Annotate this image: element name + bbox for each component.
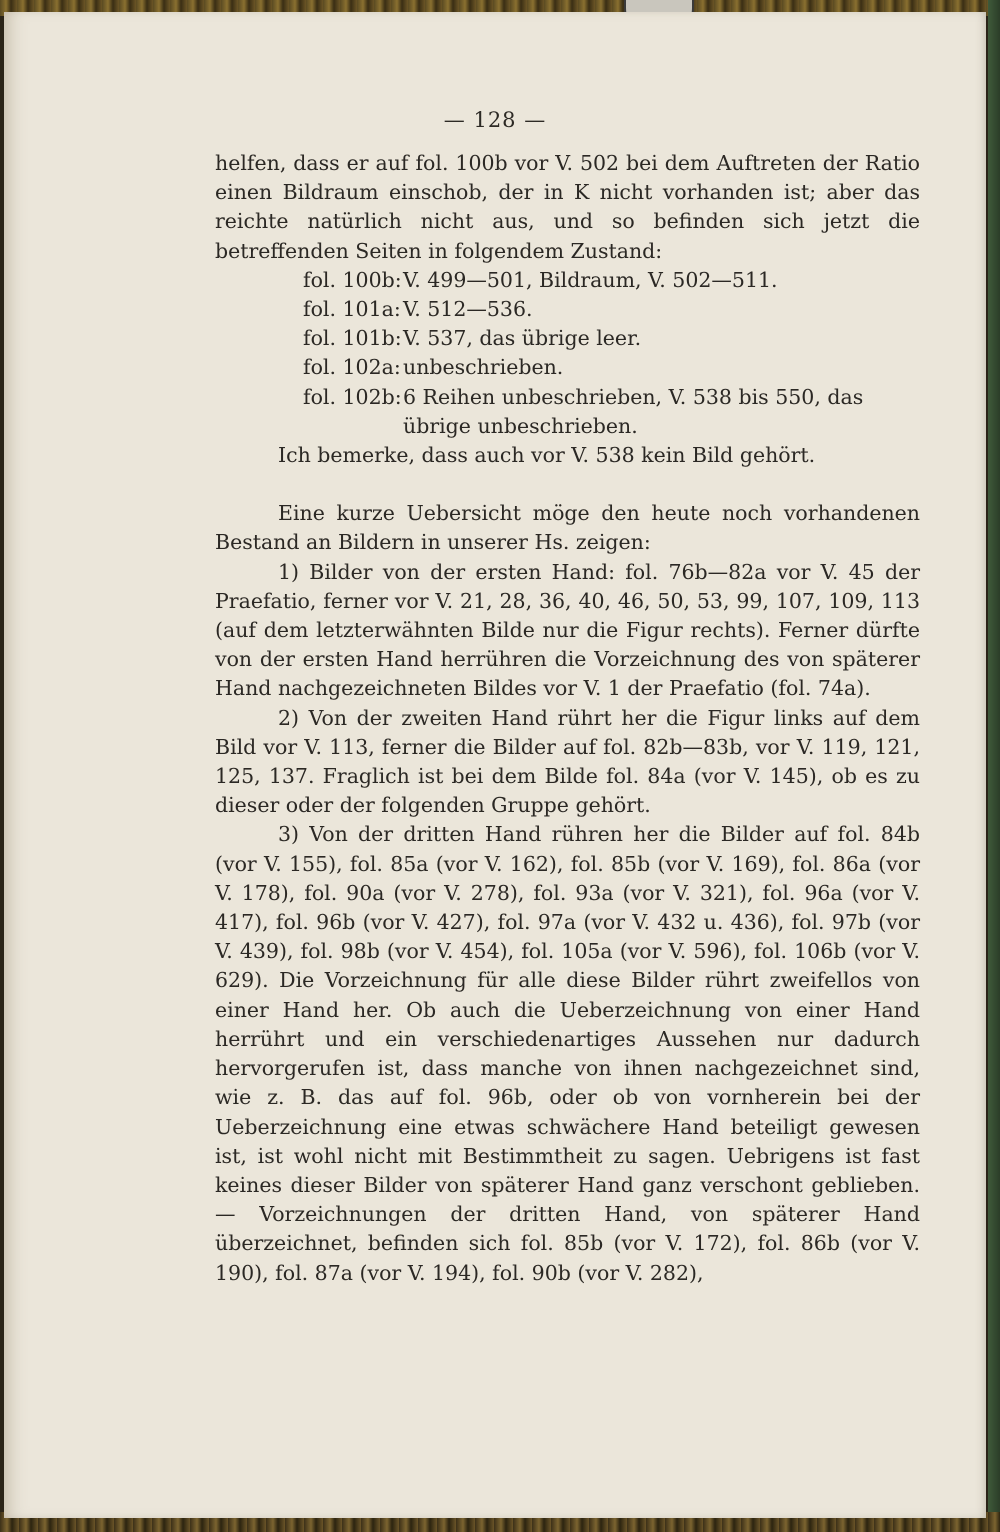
second-hand-paragraph: 2) Von der zweiten Hand rührt her die Figur links auf dem Bild vor V. 113, ferner die Bilder auf fol. 82b—83b, vor V. 119, 121, 125, 137. Fraglich ist bei dem Bilde fol. 84a (vor V. 145), ob es zu dieser oder der folgenden Gruppe gehört.: [215, 705, 920, 818]
folio-label: fol. 101b:: [303, 326, 402, 351]
folio-label: fol. 101a:: [303, 297, 401, 322]
intro-paragraph: helfen, dass er auf fol. 100b vor V. 502 bei dem Auftreten der Ratio einen Bildraum einschob, der in K nicht vorhanden ist; aber das reichte natürlich nicht aus, und so befinden sich jetzt die betreffenden Seiten in folgendem Zustand:: [215, 151, 920, 263]
paragraph-gap: [215, 470, 920, 499]
folio-text: V. 512—536.: [403, 297, 533, 322]
folio-entry: [215, 266, 920, 295]
remark-paragraph: Ich bemerke, dass auch vor V. 538 kein Bild gehört.: [278, 443, 816, 468]
folio-entry: [215, 383, 920, 441]
book-cover-edge: [988, 0, 1000, 1532]
third-hand-paragraph: 3) Von der dritten Hand rühren her die Bilder auf fol. 84b (vor V. 155), fol. 85a (vor V. 162), fol. 85b (vor V. 169), fol. 86a (vor V. 178), fol. 90a (vor V. 278), fol. 93a (vor V. 321), fol. 96a (vor V. 417), fol. 96b (vor V. 427), fol. 97a (vor V. 432 u. 436), fol. 97b (vor V. 439), fol. 98b (vor V. 454), fol. 105a (vor V. 596), fol. 106b (vor V. 629). Die Vorzeichnung für alle diese Bilder rührt zweifellos von einer Hand her. Ob auch die Ueberzeichnung von einer Hand herrührt und ein verschiedenartiges Aussehen nur dadurch hervorgerufen ist, dass manche von ihnen nachgezeichnet sind, wie z. B. das auf fol. 96b, oder ob von vornherein bei der Ueberzeichnung eine etwas schwächere Hand beteiligt gewesen ist, ist wohl nicht mit Bestimmtheit zu sagen. Uebrigens ist fast keines dieser Bilder von späterer Hand ganz verschont geblieben. — Vorzeichnungen der dritten Hand, von späterer Hand überzeichnet, befinden sich fol. 85b (vor V. 172), fol. 86b (vor V. 190), fol. 87a (vor V. 194), fol. 90b (vor V. 282),: [215, 822, 920, 1285]
folio-text: V. 537, das übrige leer.: [403, 326, 642, 351]
folio-entry: [215, 324, 920, 353]
page-body: [215, 149, 920, 1288]
overview-paragraph: Eine kurze Uebersicht möge den heute noch vorhandenen Bestand an Bildern in unserer Hs. zeigen:: [215, 501, 920, 555]
first-hand-paragraph: 1) Bilder von der ersten Hand: fol. 76b—82a vor V. 45 der Praefatio, ferner vor V. 21, 28, 36, 40, 46, 50, 53, 99, 107, 109, 113 (auf dem letzterwähnten Bilde nur die Figur rechts). Ferner dürfte von der ersten Hand herrühren die Vorzeichnung des von späterer Hand nachgezeichneten Bildes vor V. 1 der Praefatio (fol. 74a).: [215, 559, 920, 701]
folio-entry: [215, 353, 920, 382]
folio-label: fol. 100b:: [303, 267, 402, 292]
folio-text: 6 Reihen unbeschrieben, V. 538 bis 550, das übrige unbeschrieben.: [403, 384, 864, 438]
page-number: — 128 —: [443, 108, 547, 132]
folio-text: unbeschrieben.: [403, 355, 564, 380]
folio-text: V. 499—501, Bildraum, V. 502—511.: [403, 267, 778, 292]
folio-label: fol. 102a:: [303, 355, 401, 380]
folio-entry: [215, 295, 920, 324]
folio-label: fol. 102b:: [303, 384, 402, 409]
